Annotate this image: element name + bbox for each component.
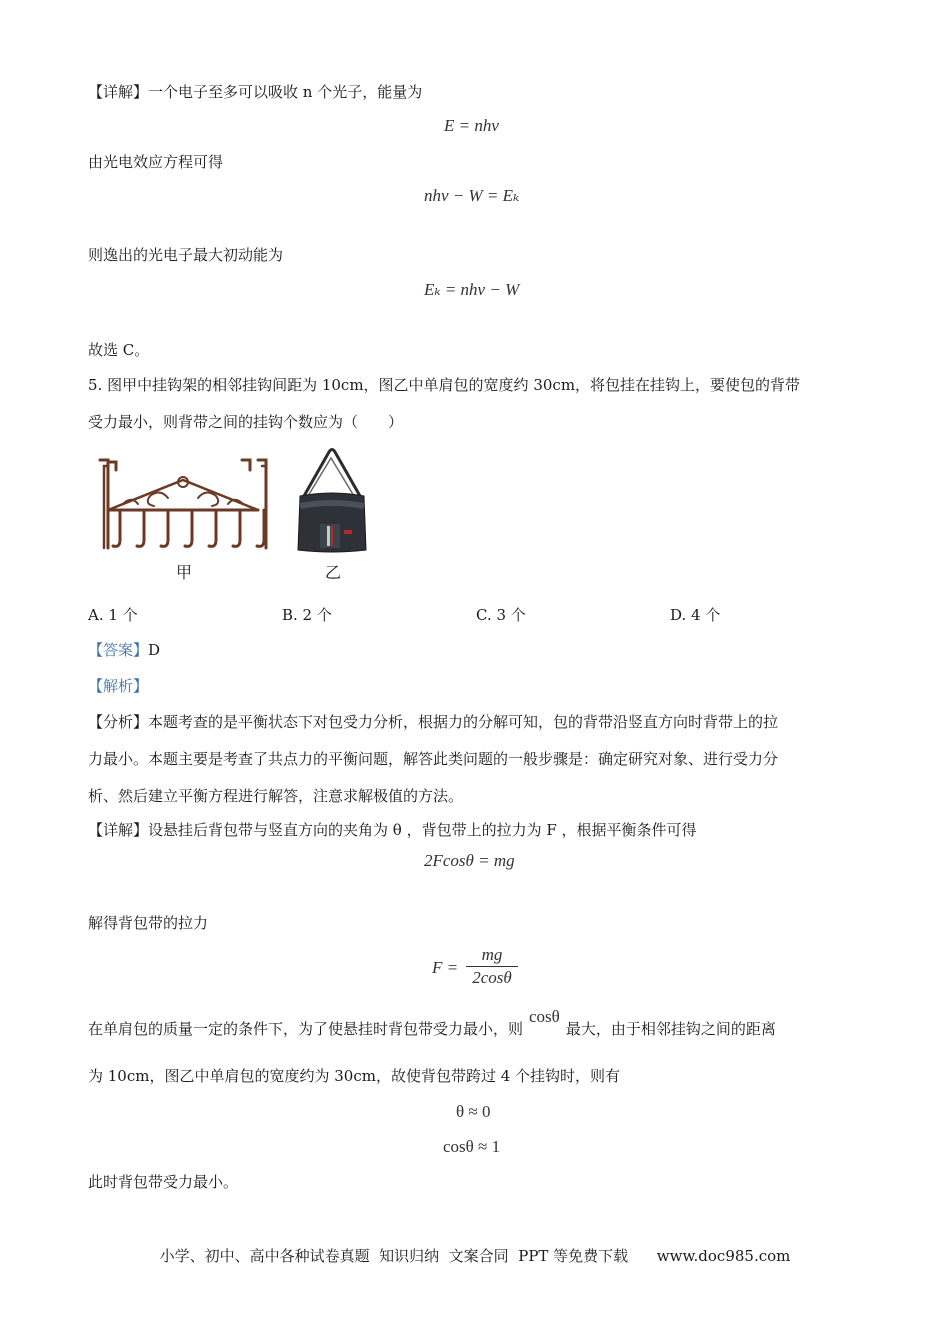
formula-equilibrium: 2Fcosθ = mg — [424, 851, 515, 870]
detail-line-7: 为 10cm，图乙中单肩包的宽度约为 30cm，故使背包带跨过 4 个挂钩时，则有 — [88, 1067, 621, 1085]
detail-line-5: 解得背包带的拉力 — [88, 914, 209, 932]
detail-line-3: 则逸出的光电子最大初动能为 — [88, 246, 284, 264]
answer-line — [88, 640, 160, 660]
question-5-line-1: 5. 图甲中挂钩架的相邻挂钩间距为 10cm，图乙中单肩包的宽度约 30cm，将包挂在挂钩上，要使包的背带 — [88, 376, 801, 394]
detail-line-4: 【详解】设悬挂后背包带与竖直方向的夹角为 θ ，背包带上的拉力为 F ，根据平衡条件可得 — [88, 821, 697, 839]
option-d: D. 4 个 — [670, 606, 721, 624]
formula-max-kinetic: Eₖ = nhν − W — [424, 280, 520, 299]
detail-line-8: 此时背包带受力最小。 — [88, 1173, 239, 1191]
answer-line-prev: 故选 C。 — [88, 341, 150, 359]
figure-caption-jia: 甲 — [176, 563, 193, 582]
option-c: C. 3 个 — [476, 606, 526, 624]
answer-tag: 【答案】 — [88, 641, 149, 659]
analysis-line-1: 【分析】本题考查的是平衡状态下对包受力分析，根据力的分解可知，包的背带沿竖直方向时背带上的拉 — [88, 713, 779, 731]
fraction-bar — [466, 966, 518, 967]
detail-line-1: 【详解】一个电子至多可以吸收 n 个光子，能量为 — [88, 83, 423, 101]
detail-line-6 — [88, 1007, 776, 1039]
formula-photoelectric: nhν − W = Eₖ — [424, 186, 520, 205]
question-5-line-2: 受力最小，则背带之间的挂钩个数应为（ ） — [88, 413, 404, 431]
analysis-line-3: 析、然后建立平衡方程进行解答，注意求解极值的方法。 — [88, 787, 464, 805]
shoulder-bag-image — [294, 446, 370, 558]
option-b: B. 2 个 — [282, 606, 332, 624]
formula-theta-zero: θ ≈ 0 — [456, 1102, 491, 1121]
detail-line-2: 由光电效应方程可得 — [88, 153, 224, 171]
fraction-tension — [466, 945, 518, 988]
fraction-denominator: 2cosθ — [472, 968, 512, 987]
cos-theta-inline: cosθ — [529, 1007, 560, 1026]
answer-value: D — [148, 641, 161, 659]
formula-energy: E = nhν — [444, 116, 499, 135]
analysis-tag: 【解析】 — [88, 677, 149, 695]
formula-cos-one: cosθ ≈ 1 — [443, 1137, 501, 1156]
analysis-line-2: 力最小。本题主要是考查了共点力的平衡问题，解答此类问题的一般步骤是：确定研究对象、进行受力分 — [88, 750, 779, 768]
detail-line-6-start: 在单肩包的质量一定的条件下，为了使悬挂时背包带受力最小，则 — [88, 1020, 524, 1038]
hook-rack-image — [98, 458, 270, 558]
fraction-numerator: mg — [481, 945, 503, 964]
detail-line-6-end: 最大，由于相邻挂钩之间的距离 — [565, 1020, 776, 1038]
page-footer: 小学、初中、高中各种试卷真题 知识归纳 文案合同 PPT 等免费下载 www.doc985.com — [159, 1247, 791, 1265]
option-a: A. 1 个 — [88, 606, 138, 624]
figure-caption-yi: 乙 — [325, 563, 342, 582]
fraction-lhs: F = — [432, 958, 459, 977]
